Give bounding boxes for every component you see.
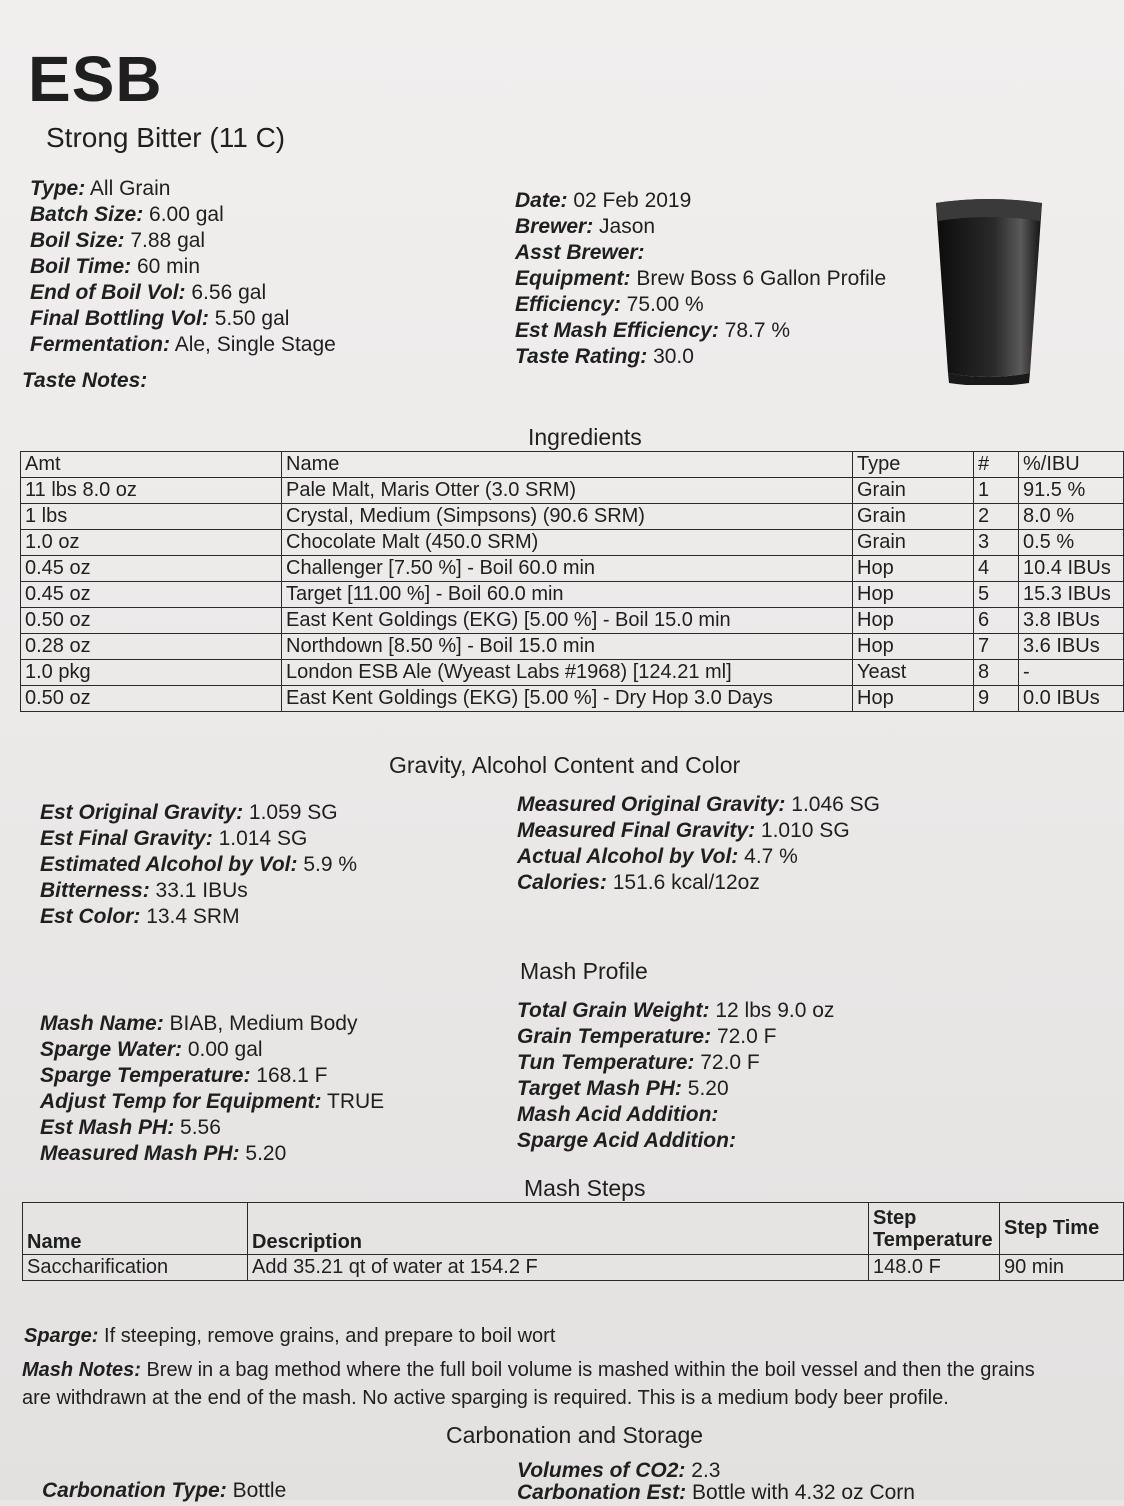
table-header <box>21 452 1124 478</box>
carbonation-volumes: Volumes of CO2: 2.3 <box>517 1459 721 1482</box>
table-row: 1 lbs Crystal, Medium (Simpsons) (90.6 SRM) Grain 2 8.0 % <box>21 504 1124 530</box>
info-row: Boil Time: 60 min <box>30 255 200 278</box>
col-type: Type <box>853 452 974 478</box>
table-row: 11 lbs 8.0 oz Pale Malt, Maris Otter (3.0 SRM) Grain 1 91.5 % <box>21 478 1124 504</box>
mash-profile-left <box>40 1011 384 1167</box>
info-row: Boil Size: 7.88 gal <box>30 229 206 252</box>
info-row: Sparge Water: 0.00 gal <box>40 1038 263 1061</box>
info-row: Efficiency: 75.00 % <box>515 293 704 316</box>
col-pct-ibu: %/IBU <box>1019 452 1124 478</box>
info-row: Estimated Alcohol by Vol: 5.9 % <box>40 853 358 876</box>
table-header <box>23 1203 1124 1255</box>
gravity-heading: Gravity, Alcohol Content and Color <box>389 752 741 778</box>
info-row: Target Mash PH: 5.20 <box>517 1077 729 1100</box>
table-row: 1.0 oz Chocolate Malt (450.0 SRM) Grain 3 0.5 % <box>21 530 1124 556</box>
carbonation-est: Carbonation Est: Bottle with 4.32 oz Corn <box>517 1481 915 1504</box>
info-row: Brewer: Jason <box>515 215 656 238</box>
info-row: Sparge Acid Addition: <box>517 1129 736 1152</box>
carbonation-type: Carbonation Type: Bottle <box>42 1479 287 1502</box>
info-row: Sparge Temperature: 168.1 F <box>40 1064 328 1087</box>
col-amt: Amt <box>21 452 282 478</box>
mash-profile-heading: Mash Profile <box>520 958 648 984</box>
info-row: End of Boil Vol: 6.56 gal <box>30 281 267 304</box>
info-row: Est Mash PH: 5.56 <box>40 1116 221 1139</box>
gravity-right <box>517 792 880 896</box>
mash-notes: Mash Notes: Brew in a bag method where the full boil volume is mashed within the boil vessel and then the grains are withdrawn at the end of the mash. No active sparging is required. This is a medium body beer profile. <box>22 1359 1035 1409</box>
info-row: Equipment: Brew Boss 6 Gallon Profile <box>515 267 887 290</box>
table-row: 0.28 oz Northdown [8.50 %] - Boil 15.0 min Hop 7 3.6 IBUs <box>21 634 1124 660</box>
beer-glass-icon <box>934 195 1044 385</box>
table-row: 0.50 oz East Kent Goldings (EKG) [5.00 %] - Dry Hop 3.0 Days Hop 9 0.0 IBUs <box>21 686 1124 712</box>
info-row: Est Original Gravity: 1.059 SG <box>40 801 338 824</box>
info-row: Bitterness: 33.1 IBUs <box>40 879 248 902</box>
info-row: Mash Acid Addition: <box>517 1103 719 1126</box>
col-number: # <box>974 452 1019 478</box>
recipe-info-right <box>515 188 886 370</box>
ingredients-heading: Ingredients <box>528 424 642 450</box>
col-step-name: Name <box>23 1203 248 1255</box>
col-step-temperature: Step Temperature <box>869 1203 1000 1255</box>
info-row: Final Bottling Vol: 5.50 gal <box>30 307 290 330</box>
carbonation-heading: Carbonation and Storage <box>446 1422 704 1448</box>
info-row: Mash Name: BIAB, Medium Body <box>40 1012 358 1035</box>
mash-steps-heading: Mash Steps <box>524 1175 646 1201</box>
info-row: Est Mash Efficiency: 78.7 % <box>515 319 791 342</box>
table-row: 0.50 oz East Kent Goldings (EKG) [5.00 %] - Boil 15.0 min Hop 6 3.8 IBUs <box>21 608 1124 634</box>
info-row: Asst Brewer: <box>515 241 645 264</box>
col-step-time: Step Time <box>1000 1203 1124 1255</box>
info-row: Measured Mash PH: 5.20 <box>40 1142 287 1165</box>
info-row: Grain Temperature: 72.0 F <box>517 1025 777 1048</box>
info-row: Measured Original Gravity: 1.046 SG <box>517 793 880 816</box>
info-row: Total Grain Weight: 12 lbs 9.0 oz <box>517 999 835 1022</box>
info-row: Batch Size: 6.00 gal <box>30 203 224 226</box>
info-row: Type: All Grain <box>30 177 171 200</box>
table-row: 0.45 oz Target [11.00 %] - Boil 60.0 min Hop 5 15.3 IBUs <box>21 582 1124 608</box>
table-row: 0.45 oz Challenger [7.50 %] - Boil 60.0 min Hop 4 10.4 IBUs <box>21 556 1124 582</box>
info-row: Calories: 151.6 kcal/12oz <box>517 871 760 894</box>
info-row: Est Color: 13.4 SRM <box>40 905 240 928</box>
recipe-info-left <box>30 176 336 358</box>
info-row: Est Final Gravity: 1.014 SG <box>40 827 308 850</box>
info-row: Measured Final Gravity: 1.010 SG <box>517 819 850 842</box>
ingredients-table <box>20 451 1124 712</box>
info-row: Actual Alcohol by Vol: 4.7 % <box>517 845 798 868</box>
col-step-description: Description <box>248 1203 869 1255</box>
info-row: Date: 02 Feb 2019 <box>515 189 692 212</box>
mash-profile-right <box>517 998 834 1154</box>
table-row: Saccharification Add 35.21 qt of water at 154.2 F 148.0 F 90 min <box>23 1255 1124 1281</box>
sparge-note: Sparge: If steeping, remove grains, and prepare to boil wort <box>24 1325 556 1347</box>
taste-notes: Taste Notes: <box>22 369 148 392</box>
col-name: Name <box>282 452 853 478</box>
recipe-title: ESB <box>28 43 163 115</box>
gravity-left <box>40 800 357 930</box>
info-row: Adjust Temp for Equipment: TRUE <box>40 1090 385 1113</box>
mash-steps-table <box>22 1202 1124 1281</box>
info-row: Tun Temperature: 72.0 F <box>517 1051 760 1074</box>
table-row: 1.0 pkg London ESB Ale (Wyeast Labs #1968) [124.21 ml] Yeast 8 - <box>21 660 1124 686</box>
info-row: Fermentation: Ale, Single Stage <box>30 333 336 356</box>
info-row: Taste Rating: 30.0 <box>515 345 694 368</box>
recipe-style: Strong Bitter (11 C) <box>46 122 286 153</box>
